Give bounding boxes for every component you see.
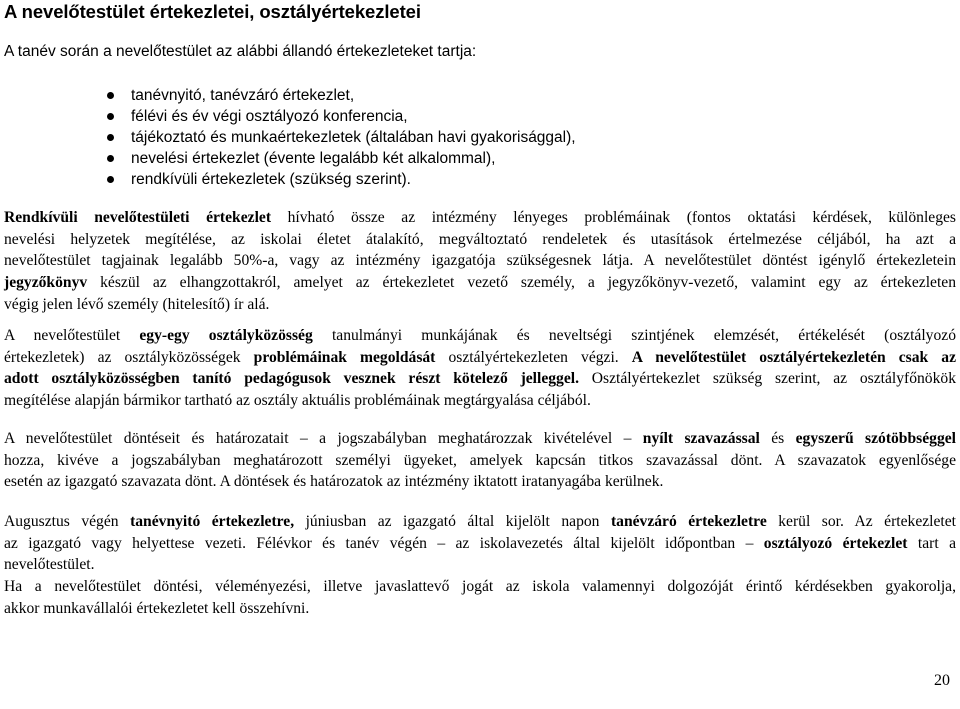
- bullet-icon: [107, 113, 114, 120]
- paragraph-line: akkor munkavállalói értekezletet kell összehívni.: [4, 599, 310, 617]
- list-item-text: tanévnyitó, tanévzáró értekezlet,: [131, 87, 355, 104]
- list-item: [0, 170, 960, 192]
- paragraph-line: [4, 347, 956, 369]
- bold-text: A nevelőtestület osztályértekezletén csak az: [631, 348, 957, 366]
- paragraph-line: megítélése alapján bármikor tartható az osztály aktuális problémáinak megtárgyalása céljából.: [4, 392, 591, 410]
- paragraph-line: nevelőtestület tagjainak legalább 50%-a, vagy az intézmény igazgatója szükségesnek látja. A nevelőtestület döntést igénylő értekezletein: [4, 252, 956, 270]
- paragraph-line: hozza, kivéve a jogszabályban meghatározott személyi ügyeket, amelyek kapcsán titkos szavazással dönt. A szavazatok egyenlősége: [4, 451, 956, 469]
- paragraph-line: végig jelen lévő személy (hitelesítő) ír alá.: [4, 295, 270, 313]
- paragraph-line: [4, 511, 956, 533]
- paragraph-line: esetén az igazgató szavazata dönt. A döntések és határozatok az intézmény iktatott iratanyagába kerülnek.: [4, 473, 664, 491]
- list-item: [0, 149, 960, 171]
- intro-text: A tanév során a nevelőtestület az alábbi állandó értekezleteket tartja:: [4, 43, 477, 60]
- text-run: osztályértekezleten végzi.: [435, 348, 632, 366]
- paragraph-line: [4, 325, 956, 347]
- paragraph-line: nevelési helyzetek megítélése, az iskolai életet átalakító, megváltoztató rendeletek és utasítások értelmezése céljából, ha azt a: [4, 230, 956, 248]
- list-item: [0, 107, 960, 129]
- text-run: A nevelőtestület döntéseit és határozatait – a jogszabályban meghatározzak kivételével –: [4, 430, 643, 447]
- list-item: [0, 86, 960, 108]
- paragraph-line: [4, 533, 956, 555]
- bold-text: egyszerű szótöbbséggel: [795, 430, 956, 447]
- bold-text: nyílt szavazással: [642, 430, 760, 447]
- section-heading: A nevelőtestület értekezletei, osztályértekezletei: [4, 1, 421, 22]
- paragraph-line: [4, 428, 956, 450]
- text-run: júniusban az igazgató által kijelölt napon: [294, 513, 611, 530]
- text-run: tart a: [907, 534, 956, 552]
- list-item-text: nevelési értekezlet (évente legalább két alkalommal),: [131, 150, 496, 167]
- text-run: tanulmányi munkájának és neveltségi szintjének elemzését, értékelését (osztályozó: [312, 327, 956, 344]
- list-item-text: félévi és év végi osztályozó konferencia,: [131, 108, 408, 125]
- bold-text: Rendkívüli nevelőtestületi értekezlet: [4, 209, 272, 226]
- bold-text: tanévzáró értekezletre: [610, 513, 767, 530]
- paragraph-line: Ha a nevelőtestület döntési, véleményezési, illetve javaslattevő jogát az iskola valamennyi dolgozóját érintő kérdésekben gyakorolja,: [4, 578, 956, 596]
- bullet-icon: [107, 92, 114, 99]
- text-run: hívható össze az intézmény lényeges problémáinak (fontos oktatási kérdések, különleges: [271, 209, 956, 226]
- bold-text: jegyzőkönyv: [4, 274, 88, 292]
- bold-text: egy-egy osztályközösség: [139, 327, 313, 344]
- page-number: 20: [934, 672, 950, 689]
- bullet-icon: [107, 134, 114, 141]
- paragraph-line: [4, 368, 956, 390]
- paragraph-decisions: [4, 428, 956, 493]
- bullet-icon: [107, 155, 114, 162]
- paragraph-line: [4, 272, 956, 294]
- paragraph-schedule: [4, 511, 956, 619]
- paragraph-class-meeting: [4, 325, 956, 412]
- bold-text: tanévnyitó értekezletre,: [130, 513, 295, 530]
- bold-text: problémáinak megoldását: [253, 348, 436, 366]
- list-item: [0, 128, 960, 150]
- text-run: értekezletek) az osztályközösségek: [4, 348, 254, 366]
- list-item-text: tájékoztató és munkaértekezletek (általában havi gyakorisággal),: [131, 129, 576, 146]
- text-run: kerül sor. Az értekezletet: [766, 513, 957, 530]
- bold-text: adott osztályközösségben tanító pedagógusok vesznek részt kötelező jelleggel.: [4, 370, 580, 388]
- text-run: és: [759, 430, 796, 447]
- text-run: Augusztus végén: [4, 513, 131, 530]
- bullet-icon: [107, 176, 114, 183]
- bold-text: osztályozó értekezlet: [763, 534, 908, 552]
- text-run: A nevelőtestület: [4, 327, 140, 344]
- paragraph-line: nevelőtestület.: [4, 556, 95, 574]
- text-run: készül az elhangzottakról, amelyet az értekezletet vezető személy, a jegyzőkönyv-vezető, valamint egy az értekezleten: [87, 274, 956, 292]
- text-run: az igazgató vagy helyettese vezeti. Félévkor és tanév végén – az iskolavezetés által kijelölt időpontban –: [4, 534, 764, 552]
- text-run: Osztályértekezlet szükség szerint, az osztályfőnökök: [579, 370, 956, 388]
- paragraph-extraordinary-meeting: [4, 207, 956, 315]
- list-item-text: rendkívüli értekezletek (szükség szerint).: [131, 171, 411, 188]
- paragraph-line: [4, 207, 956, 229]
